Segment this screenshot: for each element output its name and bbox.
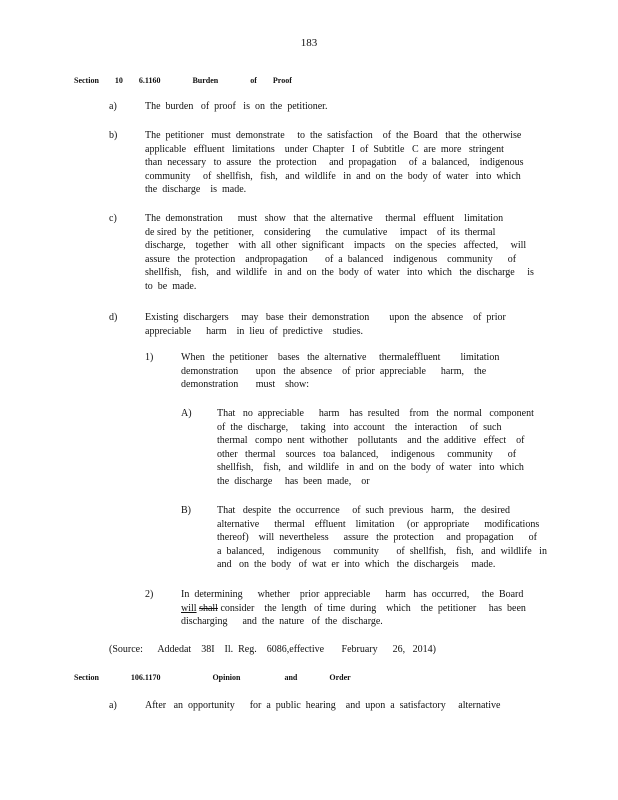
item-label-d: d) [109,312,118,323]
text-line: demonstration must show: [181,379,310,391]
item-text-c [145,212,534,294]
subitem-label-2: 2) [145,589,154,600]
text-line: When the petitioner bases the alternative thermaleffluent limitation [181,352,500,363]
text-line: to be made. [145,280,197,292]
text-line-amended [181,602,526,616]
page-number: 183 [300,37,318,49]
text-line: a balanced, indigenous community of shellfish, fish, and wildlife in [217,545,547,557]
subitem-label-B: B) [181,505,191,516]
item-label-c: c) [109,213,117,224]
text-line: demonstration upon the absence of prior appreciable harm, the [181,365,487,377]
text-line: discharge, together with all other significant impacts on the species affected, will [145,240,527,252]
item-text-d [145,311,506,338]
section-heading-1170: Section 106.1170 Opinion and Order [74,673,351,682]
item-label-b: b) [109,130,118,141]
subitem-text-A [217,407,534,489]
text-line: shellfish, fish, and wildlife in and on the body of water into which [217,462,524,474]
subitem-text-2 [181,588,526,629]
subitem-label-1: 1) [145,352,154,363]
text-line: shellfish, fish, and wildlife in and on the body of water into which the discharge is [145,267,534,279]
text-line: and on the body of wat er into which the dischargeis made. [217,559,496,571]
deleted-text: shall [199,602,218,614]
text-line: than necessary to assure the protection and propagation of a balanced, indigenous [145,157,524,169]
subitem-label-A: A) [181,408,192,419]
text-line: That despite the occurrence of such previous harm, the desired [217,505,510,516]
subitem-text-1 [181,351,499,392]
text-line-rest: consider the length of time during which the petitioner has been [217,602,526,614]
item-label-a-1170: a) [109,700,117,711]
source-note: (Source: Addedat 38I Il. Reg. 6086,effective February 26, 2014) [109,644,436,655]
text-line: Existing dischargers may base their demonstration upon the absence of prior [145,312,506,323]
text-line: The petitioner must demonstrate to the satisfaction of the Board that the otherwise [145,130,522,141]
text-line: de sired by the petitioner, considering the cumulative impact of its thermal [145,226,496,238]
text-line: After an opportunity for a public hearing and upon a satisfactory alternative [145,700,501,711]
text-line: appreciable harm in lieu of predictive studies. [145,325,363,337]
section-heading-1160: Section 10 6.1160 Burden of Proof [74,76,292,85]
text-line: thermal compo nent withother pollutants and the additive effect of [217,435,525,447]
item-label-a: a) [109,101,117,112]
text-line: The demonstration must show that the alternative thermal effluent limitation [145,213,504,224]
text-line: community of shellfish, fish, and wildlife in and on the body of water into which [145,170,521,182]
item-text-a-1170 [145,699,500,713]
text-line: In determining whether prior appreciable harm has occurred, the Board [181,589,524,600]
text-line: The burden of proof is on the petitioner. [145,101,328,112]
text-line: other thermal sources toa balanced, indigenous community of [217,448,517,460]
text-line: applicable effluent limitations under Chapter I of Subtitle C are more stringent [145,143,504,155]
text-line: the discharge is made. [145,184,247,196]
item-text-b [145,129,524,197]
inserted-text: will [181,602,197,614]
text-line: of the discharge, taking into account the interaction of such [217,421,502,433]
subitem-text-B [217,504,547,572]
text-line: thereof) will nevertheless assure the protection and propagation of [217,532,537,544]
item-text-a [145,100,327,114]
text-line: That no appreciable harm has resulted from the normal component [217,408,534,419]
text-line: assure the protection andpropagation of a balanced indigenous community of [145,253,517,265]
text-line: discharging and the nature of the discharge. [181,616,383,628]
text-line: the discharge has been made, or [217,475,370,487]
text-line: alternative thermal effluent limitation (or appropriate modifications [217,518,540,530]
